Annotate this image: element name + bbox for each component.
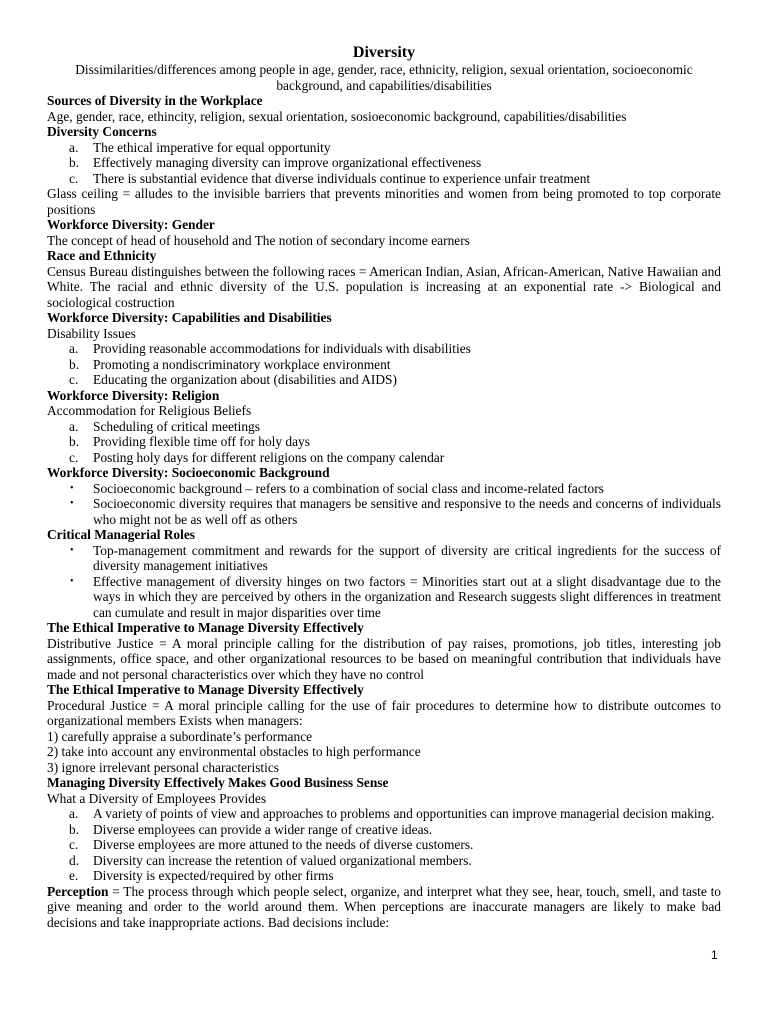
list-item-text: Effective management of diversity hinges on two factors = Minorities start out at a slight disadvantage due to the ways in which they are perceived by others in the organization and Research suggests slight differences in treatment can cumulate and result in major disparities over time	[93, 573, 721, 620]
capabilities-list	[47, 341, 721, 388]
procedural-line: 2) take into account any environmental obstacles to high performance	[47, 744, 421, 759]
list-item	[47, 868, 721, 884]
list-marker: b.	[69, 434, 80, 449]
list-item	[47, 140, 721, 156]
list-item-text: Effectively managing diversity can improve organizational effectiveness	[93, 155, 482, 170]
list-item-text: Scheduling of critical meetings	[93, 418, 260, 434]
heading-ethical-procedural: The Ethical Imperative to Manage Diversity Effectively	[47, 682, 364, 697]
list-marker: b.	[69, 821, 80, 837]
procedural-line: 3) ignore irrelevant personal characteristics	[47, 759, 279, 775]
procedural-line: 1) carefully appraise a subordinate’s performance	[47, 728, 313, 744]
religion-list	[47, 419, 721, 466]
perception-text: = The process through which people select, organize, and interpret what they see, hear, touch, smell, and taste to give meaning and order to the world around them. When perceptions are inaccurate managers are likely to make bad decisions and take inappropriate actions. Bad decisions include:	[47, 883, 721, 930]
heading-gender: Workforce Diversity: Gender	[47, 217, 215, 232]
list-item-text: Providing flexible time off for holy days	[93, 434, 310, 449]
list-item	[47, 806, 721, 822]
list-item	[47, 853, 721, 869]
list-item	[47, 481, 721, 497]
list-item-text: The ethical imperative for equal opportunity	[93, 139, 331, 155]
heading-socioeconomic: Workforce Diversity: Socioeconomic Background	[47, 465, 330, 480]
heading-roles: Critical Managerial Roles	[47, 527, 196, 542]
list-item	[47, 341, 721, 357]
perception-paragraph	[47, 884, 721, 931]
list-marker: a.	[69, 418, 79, 434]
perception-term: Perception	[47, 883, 109, 899]
list-item-text: Educating the organization about (disabilities and AIDS)	[93, 372, 397, 387]
document-page	[47, 44, 721, 930]
glass-ceiling-text: Glass ceiling = alludes to the invisible barriers that prevents minorities and women from being promoted to top corporate positions	[47, 186, 721, 217]
bullet-icon: •	[70, 482, 74, 494]
heading-business: Managing Diversity Effectively Makes Good Business Sense	[47, 775, 389, 790]
list-item-text: Top-management commitment and rewards for the support of diversity are critical ingredients for the success of diversity management initiatives	[93, 542, 721, 573]
list-marker: e.	[69, 868, 79, 883]
list-item	[47, 543, 721, 574]
list-marker: a.	[69, 341, 79, 356]
list-marker: b.	[69, 155, 80, 170]
bullet-icon: •	[70, 575, 74, 587]
list-item-text: Socioeconomic diversity requires that managers be sensitive and responsive to the needs and concerns of individuals who might not be as well off as others	[93, 496, 721, 527]
list-item-text: Promoting a nondiscriminatory workplace environment	[93, 356, 391, 372]
heading-capabilities: Workforce Diversity: Capabilities and Disabilities	[47, 310, 332, 325]
page-number: 1	[711, 948, 718, 962]
list-marker: c.	[69, 372, 79, 387]
list-marker: c.	[69, 449, 79, 465]
list-marker: b.	[69, 356, 80, 372]
sources-text: Age, gender, race, ethincity, religion, sexual orientation, sosioeconomic background, capabilities/disabilities	[47, 108, 627, 124]
document-subtitle: Dissimilarities/differences among people in age, gender, race, ethnicity, religion, sexual orientation, socioeconomic background, and capabilities/disabilities	[75, 62, 693, 93]
list-item-text: Diversity can increase the retention of valued organizational members.	[93, 852, 472, 868]
list-item	[47, 574, 721, 621]
procedural-justice-text: Procedural Justice = A moral principle calling for the use of fair procedures to determine how to distribute outcomes to organizational members Exists when managers:	[47, 697, 721, 728]
list-item	[47, 171, 721, 187]
list-marker: d.	[69, 852, 80, 868]
list-item	[47, 357, 721, 373]
list-marker: c.	[69, 170, 79, 186]
list-marker: c.	[69, 837, 79, 852]
list-item-text: A variety of points of view and approaches to problems and opportunities can improve managerial decision making.	[93, 806, 715, 821]
business-subheading: What a Diversity of Employees Provides	[47, 790, 267, 806]
capabilities-subheading: Disability Issues	[47, 325, 136, 341]
list-item	[47, 155, 721, 171]
list-item-text: Socioeconomic background – refers to a combination of social class and income-related factors	[93, 480, 604, 496]
list-item	[47, 419, 721, 435]
list-marker: a.	[69, 139, 79, 155]
bullet-icon: •	[70, 544, 74, 556]
bullet-icon: •	[70, 498, 74, 509]
business-list	[47, 806, 721, 884]
list-item	[47, 822, 721, 838]
socioeconomic-list	[47, 481, 721, 528]
document-title: Diversity	[352, 44, 416, 61]
roles-list	[47, 543, 721, 621]
concerns-list	[47, 140, 721, 187]
heading-ethical-distributive: The Ethical Imperative to Manage Diversity Effectively	[47, 620, 364, 635]
religion-subheading: Accommodation for Religious Beliefs	[47, 403, 252, 418]
list-marker: a.	[69, 806, 79, 821]
list-item	[47, 372, 721, 388]
list-item-text: There is substantial evidence that diverse individuals continue to experience unfair treatment	[93, 170, 591, 186]
list-item	[47, 450, 721, 466]
list-item	[47, 837, 721, 853]
race-text: Census Bureau distinguishes between the following races = American Indian, Asian, African-American, Native Hawaiian and White. The racial and ethnic diversity of the U.S. population is increasing at an exponential rate -> Biological and sociological costruction	[47, 263, 721, 310]
list-item	[47, 496, 721, 527]
list-item-text: Diverse employees can provide a wider range of creative ideas.	[93, 821, 433, 837]
heading-sources: Sources of Diversity in the Workplace	[47, 93, 263, 108]
gender-text: The concept of head of household and The notion of secondary income earners	[47, 232, 470, 248]
list-item-text: Posting holy days for different religions on the company calendar	[93, 449, 445, 465]
heading-religion: Workforce Diversity: Religion	[47, 387, 220, 403]
heading-concerns: Diversity Concerns	[47, 124, 157, 139]
heading-race: Race and Ethnicity	[47, 248, 157, 263]
list-item-text: Diverse employees are more attuned to the needs of diverse customers.	[93, 837, 474, 852]
list-item-text: Providing reasonable accommodations for individuals with disabilities	[93, 341, 471, 356]
list-item-text: Diversity is expected/required by other firms	[93, 868, 334, 883]
distributive-justice-text: Distributive Justice = A moral principle calling for the distribution of pay raises, promotions, job titles, interesting job assignments, office space, and other organizational resources to be based on meaningful contribution that individuals have made and not personal characteristics over which they have no control	[47, 635, 721, 682]
list-item	[47, 434, 721, 450]
